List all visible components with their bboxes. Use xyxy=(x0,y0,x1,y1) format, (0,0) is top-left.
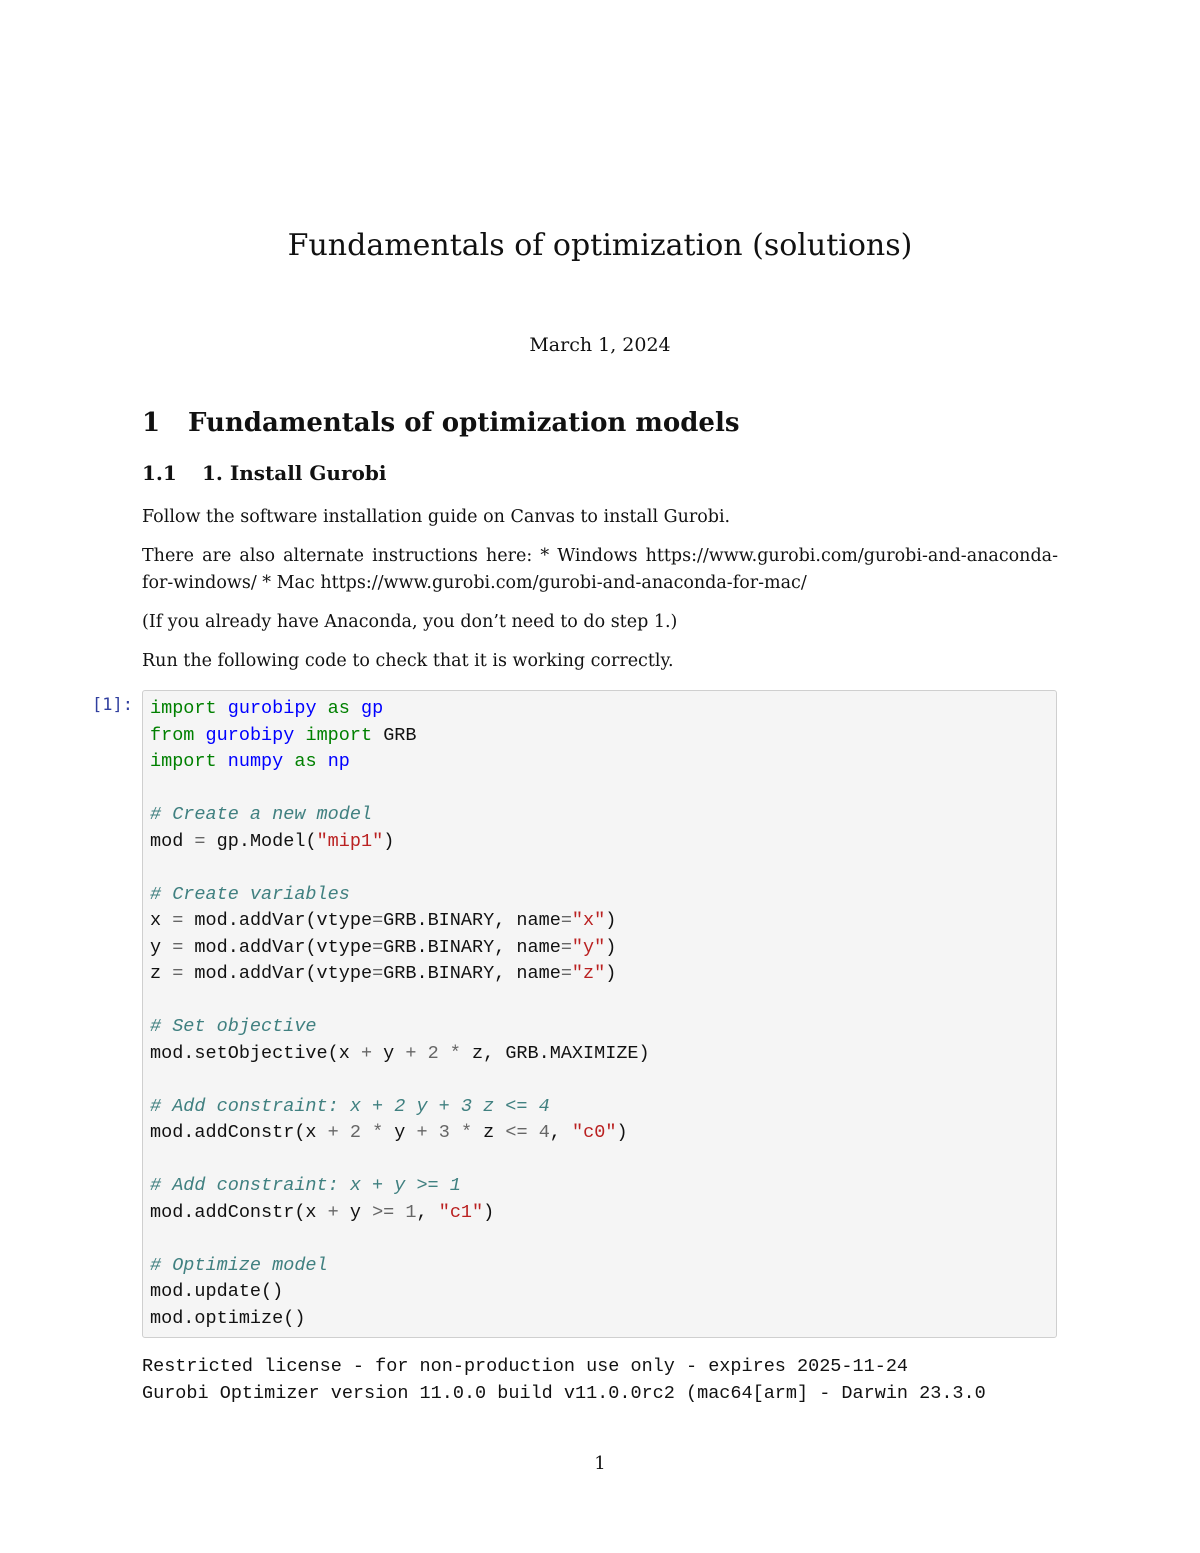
document-date: March 1, 2024 xyxy=(529,334,671,356)
output-line: Gurobi Optimizer version 11.0.0 build v11.0.0rc2 (mac64[arm] - Darwin 23.3.0 xyxy=(142,1383,986,1404)
code-line: # Create a new model xyxy=(150,804,373,825)
code-line: mod.setObjective(x + y + 2 * z, GRB.MAXIMIZE) xyxy=(150,1042,650,1064)
subsection-heading xyxy=(142,461,386,485)
code-line: import gurobipy as gp xyxy=(150,698,384,719)
subsection-number: 1.1 xyxy=(142,461,177,485)
code-cell[interactable] xyxy=(142,690,1057,1338)
code-line: z = mod.addVar(vtype=GRB.BINARY, name="z") xyxy=(150,963,617,984)
code-line: x = mod.addVar(vtype=GRB.BINARY, name="x") xyxy=(150,910,617,931)
code-line: # Add constraint: x + y >= 1 xyxy=(150,1175,461,1196)
code-line: # Create variables xyxy=(150,883,350,905)
output-line: Restricted license - for non-production use only - expires 2025-11-24 xyxy=(142,1356,909,1377)
section-title: Fundamentals of optimization models xyxy=(188,408,740,438)
code-line: import numpy as np xyxy=(150,751,350,772)
code-line: from gurobipy import GRB xyxy=(150,724,417,746)
code-block xyxy=(150,696,650,1332)
paragraph-anaconda-note: (If you already have Anaconda, you don’t need to do step 1.) xyxy=(142,612,678,632)
paragraph-install-guide: Follow the software installation guide on Canvas to install Gurobi. xyxy=(142,507,731,527)
code-line: # Optimize model xyxy=(150,1254,328,1276)
document-title: Fundamentals of optimization (solutions) xyxy=(287,228,913,263)
code-line: y = mod.addVar(vtype=GRB.BINARY, name="y") xyxy=(150,936,617,958)
cell-prompt: [1]: xyxy=(92,695,133,715)
cell-output xyxy=(142,1353,986,1407)
code-line: mod.optimize() xyxy=(150,1307,306,1329)
code-line: # Set objective xyxy=(150,1016,317,1037)
code-line: mod.addConstr(x + 2 * y + 3 * z <= 4, "c0") xyxy=(150,1122,628,1143)
code-line: mod.update() xyxy=(150,1281,284,1302)
subsection-title: 1. Install Gurobi xyxy=(202,461,387,485)
paragraph-run-code: Run the following code to check that it is working correctly. xyxy=(142,651,674,671)
code-line: # Add constraint: x + 2 y + 3 z <= 4 xyxy=(150,1095,550,1117)
section-heading xyxy=(142,408,739,438)
paragraph-alternate-instructions: There are also alternate instructions here: * Windows https://www.gurobi.com/gurobi-and-anaconda-for-windows/ * Mac https://www.gurobi.com/gurobi-and-anaconda-for-mac/ xyxy=(142,546,1058,593)
section-number: 1 xyxy=(142,408,161,438)
page-number: 1 xyxy=(594,1453,606,1474)
code-line: mod.addConstr(x + y >= 1, "c1") xyxy=(150,1201,495,1223)
code-line: mod = gp.Model("mip1") xyxy=(150,830,395,852)
